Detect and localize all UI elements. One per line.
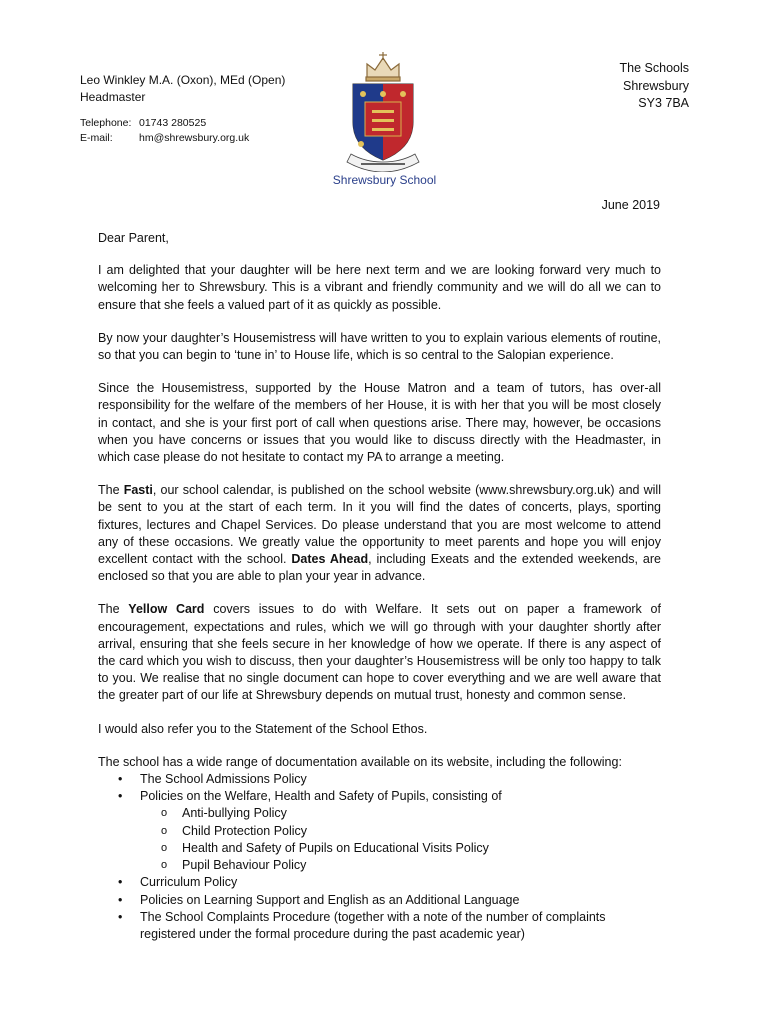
school-crest xyxy=(325,50,441,172)
paragraph-fasti: The Fasti, our school calendar, is published on the school website (www.shrewsbury.org.uk) and will be sent to you at the start of each term. In it you will find the dates of concerts, plays, sporting fixtures, lectures and Chapel Services. Do please understand that you are most welcome to attend any of these occasions. We greatly value the opportunity to meet parents and hope you will enjoy excellent contact with the school. Dates Ahead, including Exeats and the extended weekends, are enclosed so that you are able to plan your year in advance. xyxy=(98,483,661,584)
school-name: Shrewsbury School xyxy=(332,173,437,187)
paragraph-yellow-card: The Yellow Card covers issues to do with Welfare. It sets out on paper a framework of encouragement, expectations and rules, which we will go through with your daughter shortly after arrival, ensuring that she feels secure in her knowledge of how we operate. If there is any aspect of the card which you wish to discuss, then your daughter’s Housemistress will be only too happy to talk to you. We realise that no single document can hope to cover everything and we are well aware that the greater part of our life at Shrewsbury depends on mutual trust, honesty and common sense. xyxy=(98,602,661,703)
sub-list-item: o Anti-bullying Policy xyxy=(182,805,661,822)
address-line: SY3 7BA xyxy=(638,96,689,110)
paragraph-documentation: The school has a wide range of documentation available on its website, including the following: xyxy=(98,754,622,769)
salutation: Dear Parent, xyxy=(98,231,169,245)
paragraph-welcome: I am delighted that your daughter will be here next term and we are looking forward very much to welcoming her to Shrewsbury. This is a vibrant and friendly community and we will do all we can to ensure that she feels a valued part of it as quickly as possible. xyxy=(98,263,661,312)
fasti-term: Fasti xyxy=(123,483,153,498)
sub-list-item: o Pupil Behaviour Policy xyxy=(182,857,661,874)
paragraph-housemistress: By now your daughter’s Housemistress will have written to you to explain various elements of routine, so that you can begin to ‘tune in’ to House life, which is so central to the Salopian experience. xyxy=(98,330,661,363)
letter-date: June 2019 xyxy=(601,198,660,212)
yellow-card-term: Yellow Card xyxy=(128,602,205,617)
address-line: The Schools xyxy=(619,61,689,75)
list-item: • The School Admissions Policy xyxy=(140,771,661,788)
list-item: • The School Complaints Procedure (together with a note of the number of complaints registered under the formal procedure during the past academic year) xyxy=(140,909,661,943)
telephone-line xyxy=(80,116,249,131)
crest-icon xyxy=(325,50,441,172)
address-line: Shrewsbury xyxy=(623,78,689,93)
dates-ahead-term: Dates Ahead xyxy=(291,552,369,567)
letter-body xyxy=(98,230,661,943)
sub-list-item: o Health and Safety of Pupils on Educational Visits Policy xyxy=(182,840,661,857)
email-line xyxy=(80,131,249,146)
email-label: E-mail: xyxy=(80,132,113,144)
sub-list-item: o Child Protection Policy xyxy=(182,823,661,840)
headmaster-name: Leo Winkley M.A. (Oxon), MEd (Open) xyxy=(80,73,286,87)
policy-list xyxy=(98,771,661,943)
telephone-label: Telephone: xyxy=(80,117,132,129)
list-item: • Policies on the Welfare, Health and Safety of Pupils, consisting of o Anti-bullying Policy o Child Protection Policy o Health and Safety of Pupils on Educational Visits Policy o Pupil Behaviour Policy xyxy=(140,788,661,874)
sub-policy-list xyxy=(140,805,661,874)
list-item: • Curriculum Policy xyxy=(140,874,661,891)
list-item: • Policies on Learning Support and English as an Additional Language xyxy=(140,892,661,909)
telephone-number: 01743 280525 xyxy=(139,117,207,129)
email-address: hm@shrewsbury.org.uk xyxy=(139,132,250,144)
contact-block xyxy=(80,116,249,146)
paragraph-ethos: I would also refer you to the Statement of the School Ethos. xyxy=(98,721,428,736)
headmaster-title: Headmaster xyxy=(80,90,146,104)
address-block xyxy=(620,60,689,113)
paragraph-welfare: Since the Housemistress, supported by the House Matron and a team of tutors, has over-all responsibility for the welfare of the members of her House, it is with her that you will be most closely in contact, and she is your first port of call when questions arise. There may, however, be occasions when you have concerns or issues that you would like to discuss directly with the Headmaster, in which case please do not hesitate to contact my PA to arrange a meeting. xyxy=(98,381,661,465)
sender-block xyxy=(80,72,285,106)
